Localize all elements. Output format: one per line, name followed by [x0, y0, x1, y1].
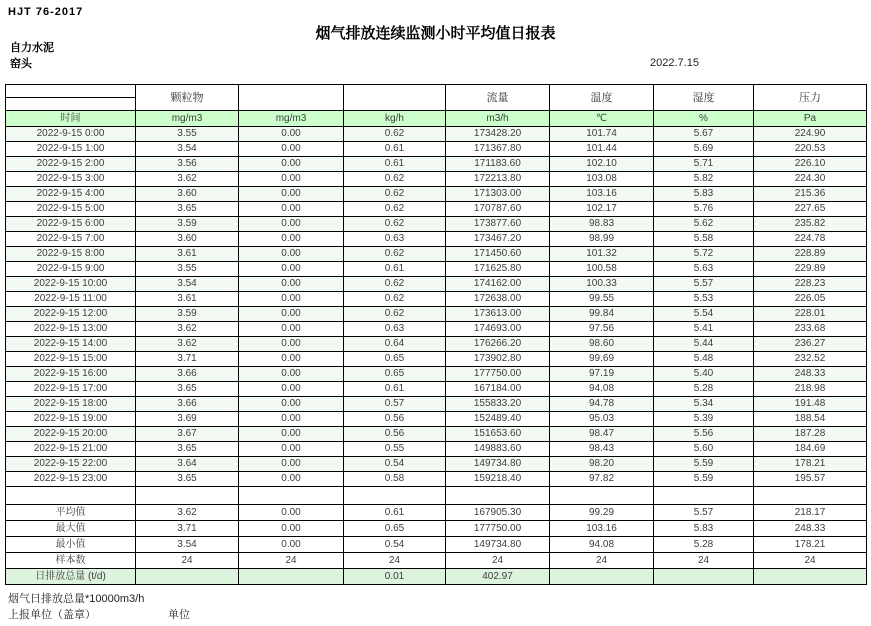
value-cell: 0.63 — [344, 232, 446, 247]
value-cell: 5.67 — [654, 127, 754, 142]
summary-row — [6, 569, 867, 585]
value-cell: 0.00 — [239, 187, 344, 202]
value-cell: 0.00 — [239, 172, 344, 187]
summary-value-cell — [550, 569, 654, 585]
value-cell: 0.00 — [239, 397, 344, 412]
summary-value-cell: 24 — [654, 553, 754, 569]
value-cell: 0.00 — [239, 412, 344, 427]
time-cell: 2022-9-15 9:00 — [6, 262, 136, 277]
report-date: 2022.7.15 — [650, 57, 699, 69]
value-cell: 99.69 — [550, 352, 654, 367]
summary-value-cell: 0.54 — [344, 537, 446, 553]
spacer-cell — [550, 487, 654, 505]
value-cell: 3.65 — [136, 472, 239, 487]
table-row — [6, 352, 867, 367]
time-cell: 2022-9-15 19:00 — [6, 412, 136, 427]
value-cell: 0.64 — [344, 337, 446, 352]
value-cell: 171367.80 — [446, 142, 550, 157]
value-cell: 5.54 — [654, 307, 754, 322]
value-cell: 5.56 — [654, 427, 754, 442]
value-cell: 0.61 — [344, 142, 446, 157]
value-cell: 3.61 — [136, 292, 239, 307]
standard-code: HJT 76-2017 — [8, 6, 84, 18]
time-cell: 2022-9-15 13:00 — [6, 322, 136, 337]
value-cell: 0.00 — [239, 427, 344, 442]
value-cell: 0.00 — [239, 157, 344, 172]
value-cell: 3.56 — [136, 157, 239, 172]
value-cell: 5.82 — [654, 172, 754, 187]
value-cell: 3.54 — [136, 277, 239, 292]
value-cell: 0.62 — [344, 172, 446, 187]
value-cell: 0.00 — [239, 262, 344, 277]
table-row — [6, 247, 867, 262]
corner-cell-bottom — [6, 98, 136, 111]
report-table-body — [6, 85, 867, 585]
group-header-empty-2 — [344, 85, 446, 111]
value-cell: 191.48 — [754, 397, 867, 412]
value-cell: 5.59 — [654, 457, 754, 472]
unit-header-m3h: m3/h — [446, 111, 550, 127]
value-cell: 177750.00 — [446, 367, 550, 382]
value-cell: 5.58 — [654, 232, 754, 247]
value-cell: 159218.40 — [446, 472, 550, 487]
value-cell: 3.64 — [136, 457, 239, 472]
time-cell: 2022-9-15 4:00 — [6, 187, 136, 202]
value-cell: 0.61 — [344, 382, 446, 397]
value-cell: 98.43 — [550, 442, 654, 457]
value-cell: 226.10 — [754, 157, 867, 172]
summary-value-cell: 24 — [754, 553, 867, 569]
value-cell: 184.69 — [754, 442, 867, 457]
value-cell: 0.58 — [344, 472, 446, 487]
summary-row — [6, 521, 867, 537]
unit-header-mgm3-2: mg/m3 — [239, 111, 344, 127]
value-cell: 3.61 — [136, 247, 239, 262]
value-cell: 0.00 — [239, 292, 344, 307]
unit-header-pa: Pa — [754, 111, 867, 127]
value-cell: 173613.00 — [446, 307, 550, 322]
value-cell: 173428.20 — [446, 127, 550, 142]
value-cell: 0.00 — [239, 307, 344, 322]
summary-row — [6, 537, 867, 553]
value-cell: 248.33 — [754, 367, 867, 382]
value-cell: 98.20 — [550, 457, 654, 472]
value-cell: 0.00 — [239, 472, 344, 487]
value-cell: 5.69 — [654, 142, 754, 157]
group-header-temperature: 温度 — [550, 85, 654, 111]
summary-value-cell — [136, 569, 239, 585]
value-cell: 170787.60 — [446, 202, 550, 217]
value-cell: 5.34 — [654, 397, 754, 412]
value-cell: 3.65 — [136, 382, 239, 397]
table-row — [6, 262, 867, 277]
summary-label-cell: 最小值 — [6, 537, 136, 553]
time-cell: 2022-9-15 14:00 — [6, 337, 136, 352]
value-cell: 97.19 — [550, 367, 654, 382]
summary-value-cell: 149734.80 — [446, 537, 550, 553]
time-cell: 2022-9-15 6:00 — [6, 217, 136, 232]
value-cell: 102.10 — [550, 157, 654, 172]
summary-label-cell: 日排放总量 (t/d) — [6, 569, 136, 585]
flow-total-note: 烟气日排放总量*10000m3/h — [8, 593, 145, 605]
summary-value-cell: 5.28 — [654, 537, 754, 553]
time-cell: 2022-9-15 17:00 — [6, 382, 136, 397]
value-cell: 5.39 — [654, 412, 754, 427]
summary-value-cell: 24 — [446, 553, 550, 569]
spacer-cell — [6, 487, 136, 505]
value-cell: 0.00 — [239, 247, 344, 262]
value-cell: 0.56 — [344, 412, 446, 427]
summary-value-cell: 248.33 — [754, 521, 867, 537]
value-cell: 5.48 — [654, 352, 754, 367]
value-cell: 103.08 — [550, 172, 654, 187]
summary-label-cell: 样本数 — [6, 553, 136, 569]
value-cell: 98.99 — [550, 232, 654, 247]
summary-label-cell: 最大值 — [6, 521, 136, 537]
value-cell: 236.27 — [754, 337, 867, 352]
value-cell: 5.40 — [654, 367, 754, 382]
value-cell: 174162.00 — [446, 277, 550, 292]
table-row — [6, 142, 867, 157]
value-cell: 0.00 — [239, 277, 344, 292]
unit-header-mgm3-1: mg/m3 — [136, 111, 239, 127]
time-column-header: 时间 — [6, 111, 136, 127]
value-cell: 171183.60 — [446, 157, 550, 172]
value-cell: 195.57 — [754, 472, 867, 487]
unit-header-percent: % — [654, 111, 754, 127]
value-cell: 98.83 — [550, 217, 654, 232]
group-header-pressure: 压力 — [754, 85, 867, 111]
spacer-cell — [239, 487, 344, 505]
value-cell: 0.57 — [344, 397, 446, 412]
value-cell: 176266.20 — [446, 337, 550, 352]
value-cell: 0.61 — [344, 157, 446, 172]
value-cell: 98.60 — [550, 337, 654, 352]
table-row — [6, 322, 867, 337]
value-cell: 3.60 — [136, 187, 239, 202]
value-cell: 5.59 — [654, 472, 754, 487]
value-cell: 0.62 — [344, 307, 446, 322]
value-cell: 226.05 — [754, 292, 867, 307]
value-cell: 0.00 — [239, 457, 344, 472]
value-cell: 97.82 — [550, 472, 654, 487]
value-cell: 3.62 — [136, 337, 239, 352]
group-header-row — [6, 85, 867, 98]
value-cell: 0.62 — [344, 217, 446, 232]
value-cell: 5.63 — [654, 262, 754, 277]
value-cell: 3.54 — [136, 142, 239, 157]
value-cell: 3.62 — [136, 172, 239, 187]
time-cell: 2022-9-15 5:00 — [6, 202, 136, 217]
summary-row — [6, 505, 867, 521]
value-cell: 0.00 — [239, 142, 344, 157]
summary-value-cell: 3.71 — [136, 521, 239, 537]
value-cell: 3.67 — [136, 427, 239, 442]
table-row — [6, 457, 867, 472]
value-cell: 0.00 — [239, 337, 344, 352]
table-row — [6, 382, 867, 397]
table-row — [6, 337, 867, 352]
value-cell: 187.28 — [754, 427, 867, 442]
value-cell: 5.72 — [654, 247, 754, 262]
summary-value-cell — [239, 569, 344, 585]
value-cell: 5.71 — [654, 157, 754, 172]
value-cell: 0.00 — [239, 127, 344, 142]
summary-value-cell: 5.57 — [654, 505, 754, 521]
value-cell: 3.59 — [136, 217, 239, 232]
value-cell: 5.62 — [654, 217, 754, 232]
value-cell: 3.55 — [136, 127, 239, 142]
value-cell: 0.00 — [239, 232, 344, 247]
page-title: 烟气排放连续监测小时平均值日报表 — [315, 25, 556, 42]
summary-value-cell: 177750.00 — [446, 521, 550, 537]
value-cell: 167184.00 — [446, 382, 550, 397]
spacer-cell — [344, 487, 446, 505]
summary-value-cell: 402.97 — [446, 569, 550, 585]
summary-row — [6, 553, 867, 569]
table-row — [6, 472, 867, 487]
table-row — [6, 367, 867, 382]
value-cell: 228.23 — [754, 277, 867, 292]
value-cell: 0.55 — [344, 442, 446, 457]
time-cell: 2022-9-15 12:00 — [6, 307, 136, 322]
table-row — [6, 307, 867, 322]
value-cell: 224.30 — [754, 172, 867, 187]
value-cell: 3.71 — [136, 352, 239, 367]
value-cell: 3.62 — [136, 322, 239, 337]
time-cell: 2022-9-15 2:00 — [6, 157, 136, 172]
value-cell: 152489.40 — [446, 412, 550, 427]
value-cell: 5.76 — [654, 202, 754, 217]
spacer-cell — [754, 487, 867, 505]
value-cell: 103.16 — [550, 187, 654, 202]
value-cell: 149734.80 — [446, 457, 550, 472]
value-cell: 5.53 — [654, 292, 754, 307]
table-row — [6, 157, 867, 172]
corner-cell-top — [6, 85, 136, 98]
spacer-cell — [446, 487, 550, 505]
table-row — [6, 442, 867, 457]
value-cell: 0.56 — [344, 427, 446, 442]
value-cell: 224.78 — [754, 232, 867, 247]
summary-value-cell: 24 — [344, 553, 446, 569]
value-cell: 171625.80 — [446, 262, 550, 277]
value-cell: 218.98 — [754, 382, 867, 397]
unit-header-row — [6, 111, 867, 127]
table-row — [6, 412, 867, 427]
unit-header-kgh: kg/h — [344, 111, 446, 127]
time-cell: 2022-9-15 21:00 — [6, 442, 136, 457]
value-cell: 3.66 — [136, 367, 239, 382]
summary-value-cell: 0.61 — [344, 505, 446, 521]
value-cell: 94.08 — [550, 382, 654, 397]
table-row — [6, 187, 867, 202]
time-cell: 2022-9-15 11:00 — [6, 292, 136, 307]
value-cell: 0.61 — [344, 262, 446, 277]
value-cell: 3.55 — [136, 262, 239, 277]
value-cell: 95.03 — [550, 412, 654, 427]
unit-label: 单位 — [168, 609, 190, 621]
summary-value-cell: 0.00 — [239, 505, 344, 521]
time-cell: 2022-9-15 20:00 — [6, 427, 136, 442]
value-cell: 224.90 — [754, 127, 867, 142]
summary-value-cell: 0.01 — [344, 569, 446, 585]
summary-value-cell: 178.21 — [754, 537, 867, 553]
value-cell: 3.69 — [136, 412, 239, 427]
time-cell: 2022-9-15 22:00 — [6, 457, 136, 472]
value-cell: 232.52 — [754, 352, 867, 367]
value-cell: 0.63 — [344, 322, 446, 337]
summary-value-cell: 0.00 — [239, 537, 344, 553]
value-cell: 220.53 — [754, 142, 867, 157]
summary-value-cell: 3.54 — [136, 537, 239, 553]
table-row — [6, 292, 867, 307]
value-cell: 98.47 — [550, 427, 654, 442]
table-row — [6, 427, 867, 442]
value-cell: 0.00 — [239, 442, 344, 457]
value-cell: 235.82 — [754, 217, 867, 232]
value-cell: 97.56 — [550, 322, 654, 337]
value-cell: 149883.60 — [446, 442, 550, 457]
summary-value-cell: 24 — [136, 553, 239, 569]
value-cell: 3.60 — [136, 232, 239, 247]
value-cell: 173877.60 — [446, 217, 550, 232]
value-cell: 0.00 — [239, 382, 344, 397]
value-cell: 228.01 — [754, 307, 867, 322]
group-header-empty-1 — [239, 85, 344, 111]
value-cell: 0.00 — [239, 322, 344, 337]
time-cell: 2022-9-15 8:00 — [6, 247, 136, 262]
value-cell: 0.54 — [344, 457, 446, 472]
value-cell: 0.62 — [344, 277, 446, 292]
table-row — [6, 202, 867, 217]
company-name: 自力水泥 — [10, 42, 54, 54]
spacer-cell — [654, 487, 754, 505]
value-cell: 0.65 — [344, 352, 446, 367]
group-header-flow: 流量 — [446, 85, 550, 111]
summary-value-cell: 167905.30 — [446, 505, 550, 521]
summary-value-cell — [754, 569, 867, 585]
value-cell: 174693.00 — [446, 322, 550, 337]
value-cell: 3.65 — [136, 442, 239, 457]
value-cell: 171450.60 — [446, 247, 550, 262]
summary-value-cell — [654, 569, 754, 585]
summary-value-cell: 24 — [239, 553, 344, 569]
spacer-cell — [136, 487, 239, 505]
value-cell: 5.44 — [654, 337, 754, 352]
table-row — [6, 277, 867, 292]
summary-value-cell: 99.29 — [550, 505, 654, 521]
value-cell: 0.62 — [344, 202, 446, 217]
value-cell: 173467.20 — [446, 232, 550, 247]
time-cell: 2022-9-15 18:00 — [6, 397, 136, 412]
group-header-particulate: 颗粒物 — [136, 85, 239, 111]
unit-header-celsius: ℃ — [550, 111, 654, 127]
value-cell: 228.89 — [754, 247, 867, 262]
value-cell: 229.89 — [754, 262, 867, 277]
value-cell: 0.62 — [344, 127, 446, 142]
time-cell: 2022-9-15 7:00 — [6, 232, 136, 247]
value-cell: 155833.20 — [446, 397, 550, 412]
value-cell: 227.65 — [754, 202, 867, 217]
summary-value-cell: 5.83 — [654, 521, 754, 537]
report-table — [5, 84, 867, 585]
value-cell: 101.74 — [550, 127, 654, 142]
group-header-humidity: 湿度 — [654, 85, 754, 111]
value-cell: 3.66 — [136, 397, 239, 412]
time-cell: 2022-9-15 10:00 — [6, 277, 136, 292]
value-cell: 171303.00 — [446, 187, 550, 202]
value-cell: 173902.80 — [446, 352, 550, 367]
summary-value-cell: 94.08 — [550, 537, 654, 553]
value-cell: 102.17 — [550, 202, 654, 217]
value-cell: 0.62 — [344, 292, 446, 307]
report-unit-label: 上报单位（盖章） — [8, 609, 96, 621]
value-cell: 188.54 — [754, 412, 867, 427]
time-cell: 2022-9-15 15:00 — [6, 352, 136, 367]
time-cell: 2022-9-15 0:00 — [6, 127, 136, 142]
value-cell: 100.33 — [550, 277, 654, 292]
value-cell: 0.00 — [239, 352, 344, 367]
spacer-row — [6, 487, 867, 505]
table-row — [6, 127, 867, 142]
value-cell: 151653.60 — [446, 427, 550, 442]
value-cell: 172213.80 — [446, 172, 550, 187]
time-cell: 2022-9-15 1:00 — [6, 142, 136, 157]
value-cell: 100.58 — [550, 262, 654, 277]
value-cell: 5.83 — [654, 187, 754, 202]
value-cell: 0.00 — [239, 217, 344, 232]
value-cell: 0.62 — [344, 247, 446, 262]
time-cell: 2022-9-15 3:00 — [6, 172, 136, 187]
value-cell: 172638.00 — [446, 292, 550, 307]
value-cell: 215.36 — [754, 187, 867, 202]
value-cell: 101.44 — [550, 142, 654, 157]
value-cell: 5.28 — [654, 382, 754, 397]
value-cell: 99.55 — [550, 292, 654, 307]
summary-value-cell: 218.17 — [754, 505, 867, 521]
value-cell: 5.60 — [654, 442, 754, 457]
summary-label-cell: 平均值 — [6, 505, 136, 521]
value-cell: 3.65 — [136, 202, 239, 217]
value-cell: 0.62 — [344, 187, 446, 202]
table-row — [6, 172, 867, 187]
summary-value-cell: 3.62 — [136, 505, 239, 521]
value-cell: 5.57 — [654, 277, 754, 292]
value-cell: 5.41 — [654, 322, 754, 337]
value-cell: 0.65 — [344, 367, 446, 382]
value-cell: 0.00 — [239, 202, 344, 217]
value-cell: 233.68 — [754, 322, 867, 337]
summary-value-cell: 0.65 — [344, 521, 446, 537]
table-row — [6, 217, 867, 232]
table-row — [6, 397, 867, 412]
time-cell: 2022-9-15 23:00 — [6, 472, 136, 487]
value-cell: 3.59 — [136, 307, 239, 322]
summary-value-cell: 0.00 — [239, 521, 344, 537]
value-cell: 94.78 — [550, 397, 654, 412]
value-cell: 178.21 — [754, 457, 867, 472]
monitor-point: 窑头 — [10, 58, 32, 70]
table-row — [6, 232, 867, 247]
value-cell: 0.00 — [239, 367, 344, 382]
time-cell: 2022-9-15 16:00 — [6, 367, 136, 382]
summary-value-cell: 103.16 — [550, 521, 654, 537]
value-cell: 99.84 — [550, 307, 654, 322]
value-cell: 101.32 — [550, 247, 654, 262]
summary-value-cell: 24 — [550, 553, 654, 569]
